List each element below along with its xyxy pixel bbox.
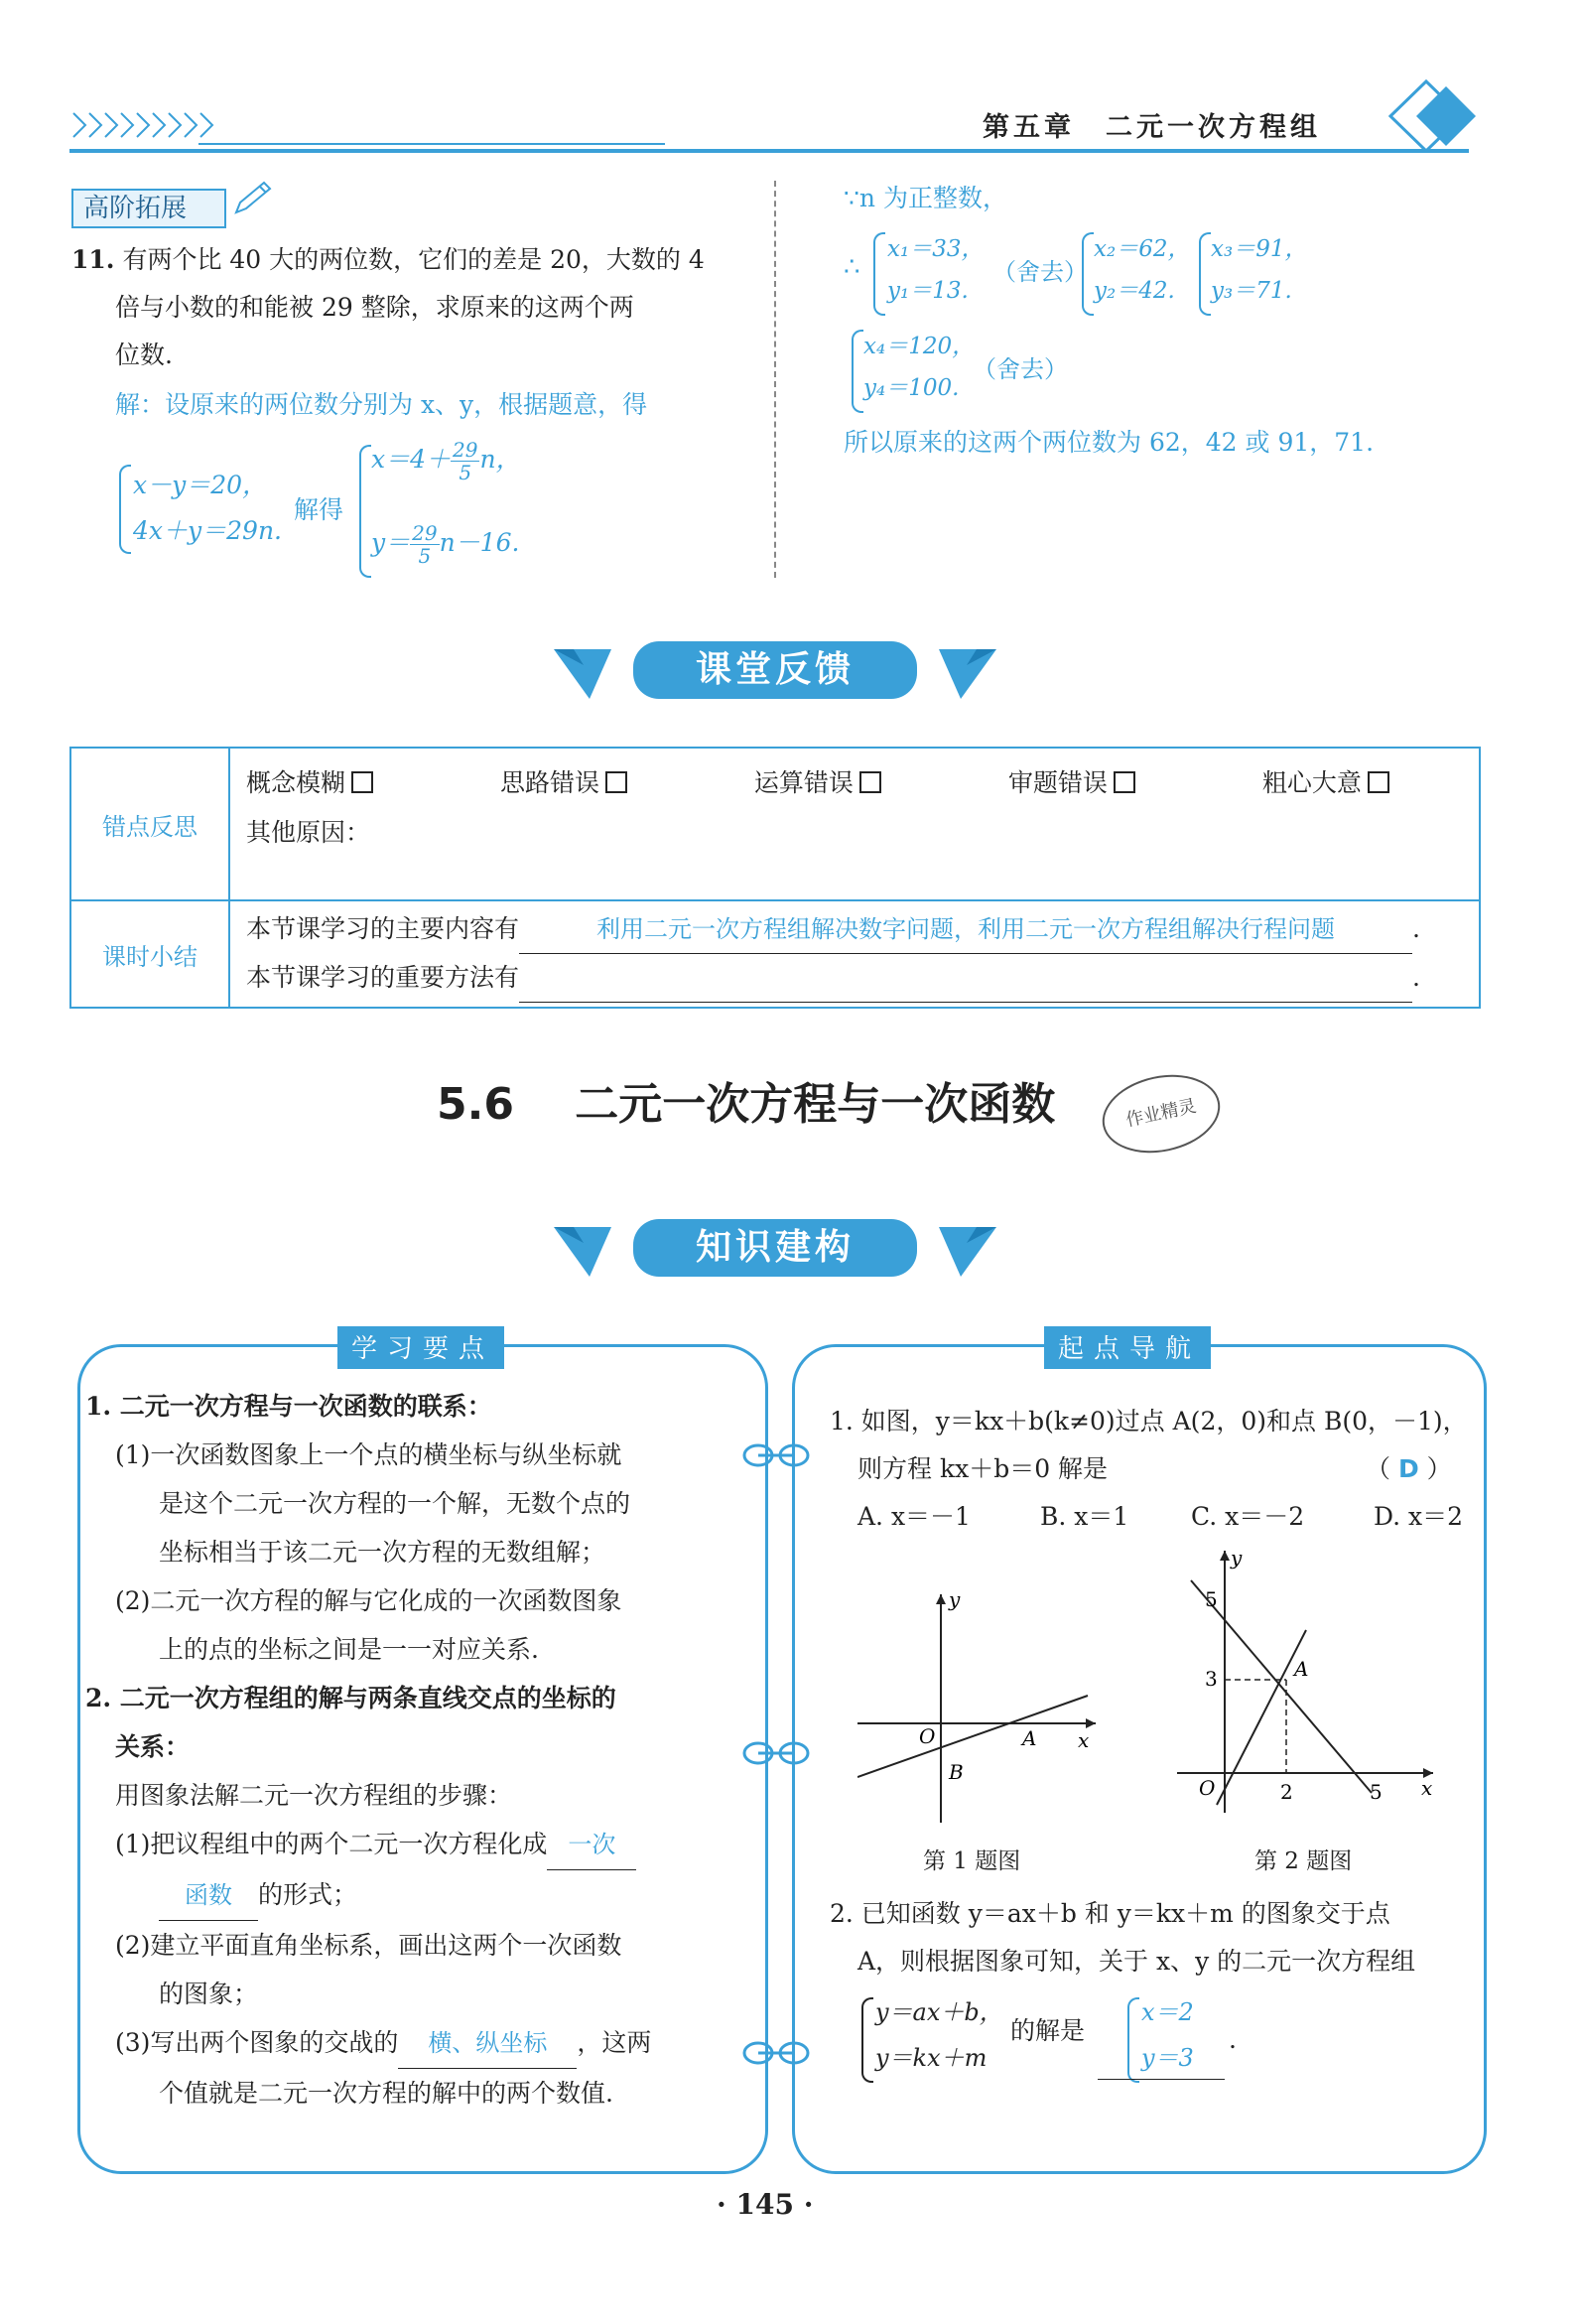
fig2-y-label: y [1231,1546,1243,1570]
chevron-decoration-icon [69,107,218,143]
summary-content: 本节课学习的主要内容有 利用二元一次方程组解决数字问题，利用二元一次方程组解决行程问题 . [246,905,1479,954]
fig1-point-a-label: A [1022,1726,1037,1750]
checkbox[interactable] [1114,771,1135,793]
checkbox[interactable] [1368,771,1389,793]
q1-answer: D [1397,1454,1419,1483]
q2-answer: x＝2 y＝3 [1141,1998,1194,2072]
fig2-tick-y3: 3 [1205,1667,1218,1691]
check-item[interactable]: 思路错误 [500,758,746,808]
check-options [246,758,1479,808]
table-row [70,900,1480,1008]
section-number: 5.6 [437,1079,514,1130]
checkbox[interactable] [351,771,373,793]
question-2: 2. 已知函数 y＝ax＋b 和 y＝kx＋m 的图象交于点 A，则根据图象可知，关于 x、y 的二元一次方程组 [830,1899,1416,1976]
advanced-badge [71,189,226,228]
other-reasons: 其他原因： [246,818,371,847]
solution-y: y＝ $\frac{29}{5}$ n－16. [371,521,520,568]
check-item[interactable]: 粗心大意 [1262,758,1389,808]
figure-1-caption: 第 1 题图 [923,1848,1021,1874]
right-line-1: ∵n 为正整数， [844,184,1007,212]
solution-intro: 解：设原来的两位数分别为 x、y，根据题意，得 [115,390,648,419]
fig2-origin-label: O [1199,1776,1216,1800]
option-c[interactable]: C. x＝－2 [1191,1502,1305,1531]
fig1-origin-label: O [919,1724,936,1748]
arrow-right-icon [935,641,1000,701]
figure-2-caption: 第 2 题图 [1254,1848,1353,1874]
column-divider [774,181,776,578]
q1-options [830,1493,1475,1541]
header [69,99,1479,159]
summary-content-answer: 利用二元一次方程组解决数字问题，利用二元一次方程组解决行程问题 [519,905,1412,954]
check-item[interactable]: 运算错误 [754,758,1000,808]
solve-word: 解得 [294,495,344,524]
fig2-tick-y5: 5 [1205,1587,1218,1611]
arrow-right-icon [935,1219,1000,1279]
page-number: · 145 · [717,2188,814,2221]
chapter-title: 第五章 二元一次方程组 [983,112,1321,143]
feedback-banner: 课堂反馈 [633,641,917,699]
learning-points: 1. 二元一次方程与一次函数的联系： (1)一次函数图象上一个点的横坐标与纵坐标就 是这个二元一次方程的一个解，无数个点的 坐标相当于该二元一次方程的无数组解； (2)二元一次方程的解与它化成的一次函数图象 上的点的坐标之间是一一对应关系. 2. 二元一次方程组的解与两条直线交点的坐标的 关系： 用图象法解二元一次方程组的步骤： (1)把议程组中的两个二元一次方程化成 一次 函数 的形式； (2)建立平面直角坐标系，画出这两个一次函数 的图象； (3)写出两个图象的交战的 横、纵坐标 ，这两 个值就是二元一次方程的解中的两个数值. [85,1392,652,2108]
stamp-text: 作业精灵 [1123,1095,1199,1132]
problem-text-line: 倍与小数的和能被 29 整除，求原来的这两个两 [115,293,634,322]
option-b[interactable]: B. x＝1 [1040,1502,1129,1531]
checkbox[interactable] [859,771,881,793]
option-a[interactable]: A. x＝－1 [857,1502,971,1531]
problem-text-line: 位数. [115,341,173,369]
q2-system: y＝ax＋b， y＝kx＋m [875,1998,1003,2072]
conclusion: 所以原来的这两个两位数为 62，42 或 91，71. [844,428,1375,457]
option-d[interactable]: D. x＝2 [1374,1502,1464,1531]
row-label-error-reflection: 错点反思 [70,748,229,900]
checkbox[interactable] [605,771,627,793]
row-label-lesson-summary: 课时小结 [70,900,229,1008]
fig2-x-label: x [1421,1776,1433,1800]
problem-11: 11. 有两个比 40 大的两位数，它们的差是 20，大数的 4 倍与小数的和能被 29 整除，求原来的这两个两 位数. [71,236,766,379]
section-name: 二元一次方程与一次函数 [575,1079,1056,1130]
learning-points-tab: 学习要点 [337,1326,504,1369]
fig1-y-label: y [949,1587,961,1611]
fig2-tick-x2: 2 [1280,1780,1293,1804]
knowledge-banner: 知识建构 [633,1219,917,1277]
arrow-left-icon [550,1219,615,1279]
equation-system: x－y＝20， 4x＋y＝29n. [133,471,282,545]
summary-method-blank[interactable] [519,954,1412,1003]
problem-text-line: 有两个比 40 大的两位数，它们的差是 20，大数的 4 [122,245,705,274]
arrow-left-icon [550,641,615,701]
starting-point-tab: 起点导航 [1044,1326,1211,1369]
fig2-tick-x5: 5 [1370,1780,1383,1804]
check-item[interactable]: 概念模糊 [246,758,492,808]
check-item[interactable]: 审题错误 [1008,758,1254,808]
table-row [70,748,1480,900]
fig2-point-a-label: A [1294,1657,1309,1681]
diamond-decoration-icon [1355,71,1479,161]
stamp [1095,1064,1227,1162]
summary-method: 本节课学习的重要方法有 . [246,954,1479,1003]
advanced-badge-label: 高阶拓展 [83,194,188,223]
section-title [437,1068,1055,1132]
fig1-point-b-label: B [949,1760,964,1784]
solution-x: x＝4＋ $\frac{29}{5}$ n， [371,438,521,484]
pencil-icon [230,179,274,218]
feedback-table [69,747,1481,1009]
figure-2-graph [1167,1545,1445,1823]
therefore-symbol: ∴ [844,252,860,282]
question-1: 1. 如图，y＝kx＋b(k≠0)过点 A(2，0)和点 B(0，－1)， 则方程 kx＋b＝0 解是 （ D ） A. x＝－1 B. x＝1 C. x＝－2 D. x＝2 [830,1398,1475,1541]
fig1-x-label: x [1078,1728,1090,1752]
figure-1-graph [857,1584,1106,1833]
